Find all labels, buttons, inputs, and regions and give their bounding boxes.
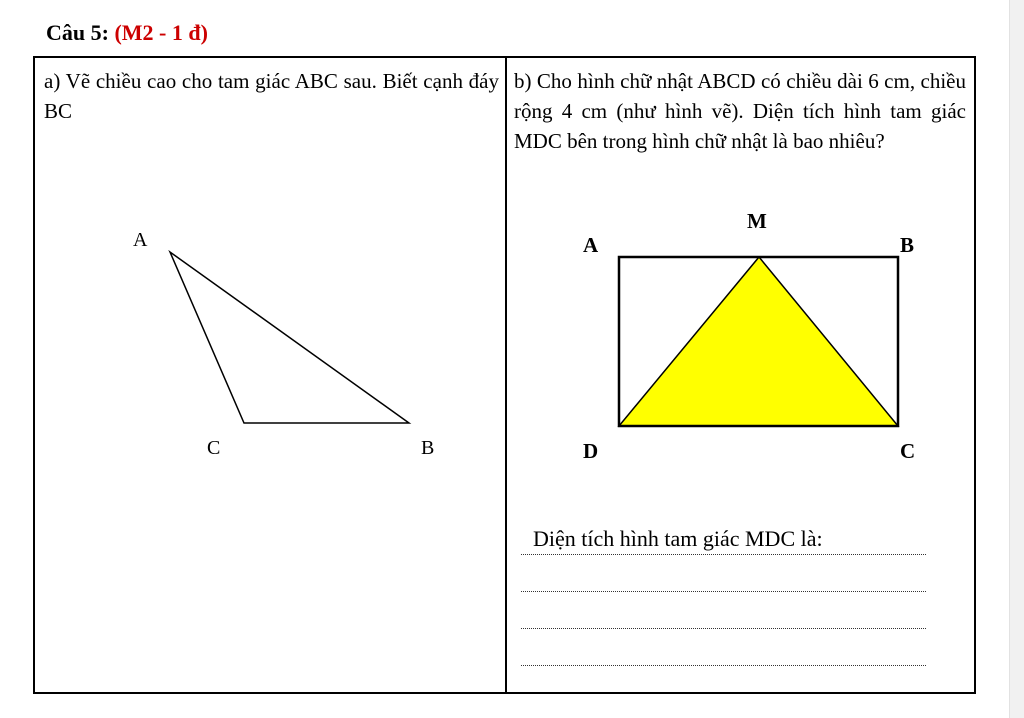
answer-line[interactable] <box>521 591 926 592</box>
triangle-abc-figure <box>133 229 434 459</box>
answer-line[interactable] <box>521 665 926 666</box>
label-vertex-c: C <box>900 439 916 463</box>
label-vertex-b: B <box>421 437 435 459</box>
label-vertex-c: C <box>207 437 221 459</box>
triangle-mdc <box>619 257 898 426</box>
answer-prompt: Diện tích hình tam giác MDC là: <box>533 526 823 551</box>
label-vertex-a: A <box>133 229 148 251</box>
label-vertex-m: M <box>747 209 767 233</box>
label-vertex-b: B <box>900 233 915 257</box>
answer-line[interactable] <box>521 554 926 555</box>
answer-line[interactable] <box>521 628 926 629</box>
label-vertex-d: D <box>583 439 599 463</box>
question-number: Câu 5 <box>46 20 102 45</box>
level-points-mark: (M2 - 1 đ) <box>114 20 208 45</box>
part-b-prompt: b) Cho hình chữ nhật ABCD có chiều dài 6 cm, chiều rộng 4 cm (như hình vẽ). Diện tích hình tam giác MDC bên trong hình chữ nhật là bao nhiêu? <box>514 69 966 153</box>
label-vertex-a: A <box>583 233 599 257</box>
rectangle-abcd-figure <box>583 209 915 463</box>
triangle-abc <box>170 252 409 423</box>
part-a-prompt: a) Vẽ chiều cao cho tam giác ABC sau. Biết cạnh đáy BC <box>44 69 499 123</box>
heading-separator: : <box>101 20 109 45</box>
